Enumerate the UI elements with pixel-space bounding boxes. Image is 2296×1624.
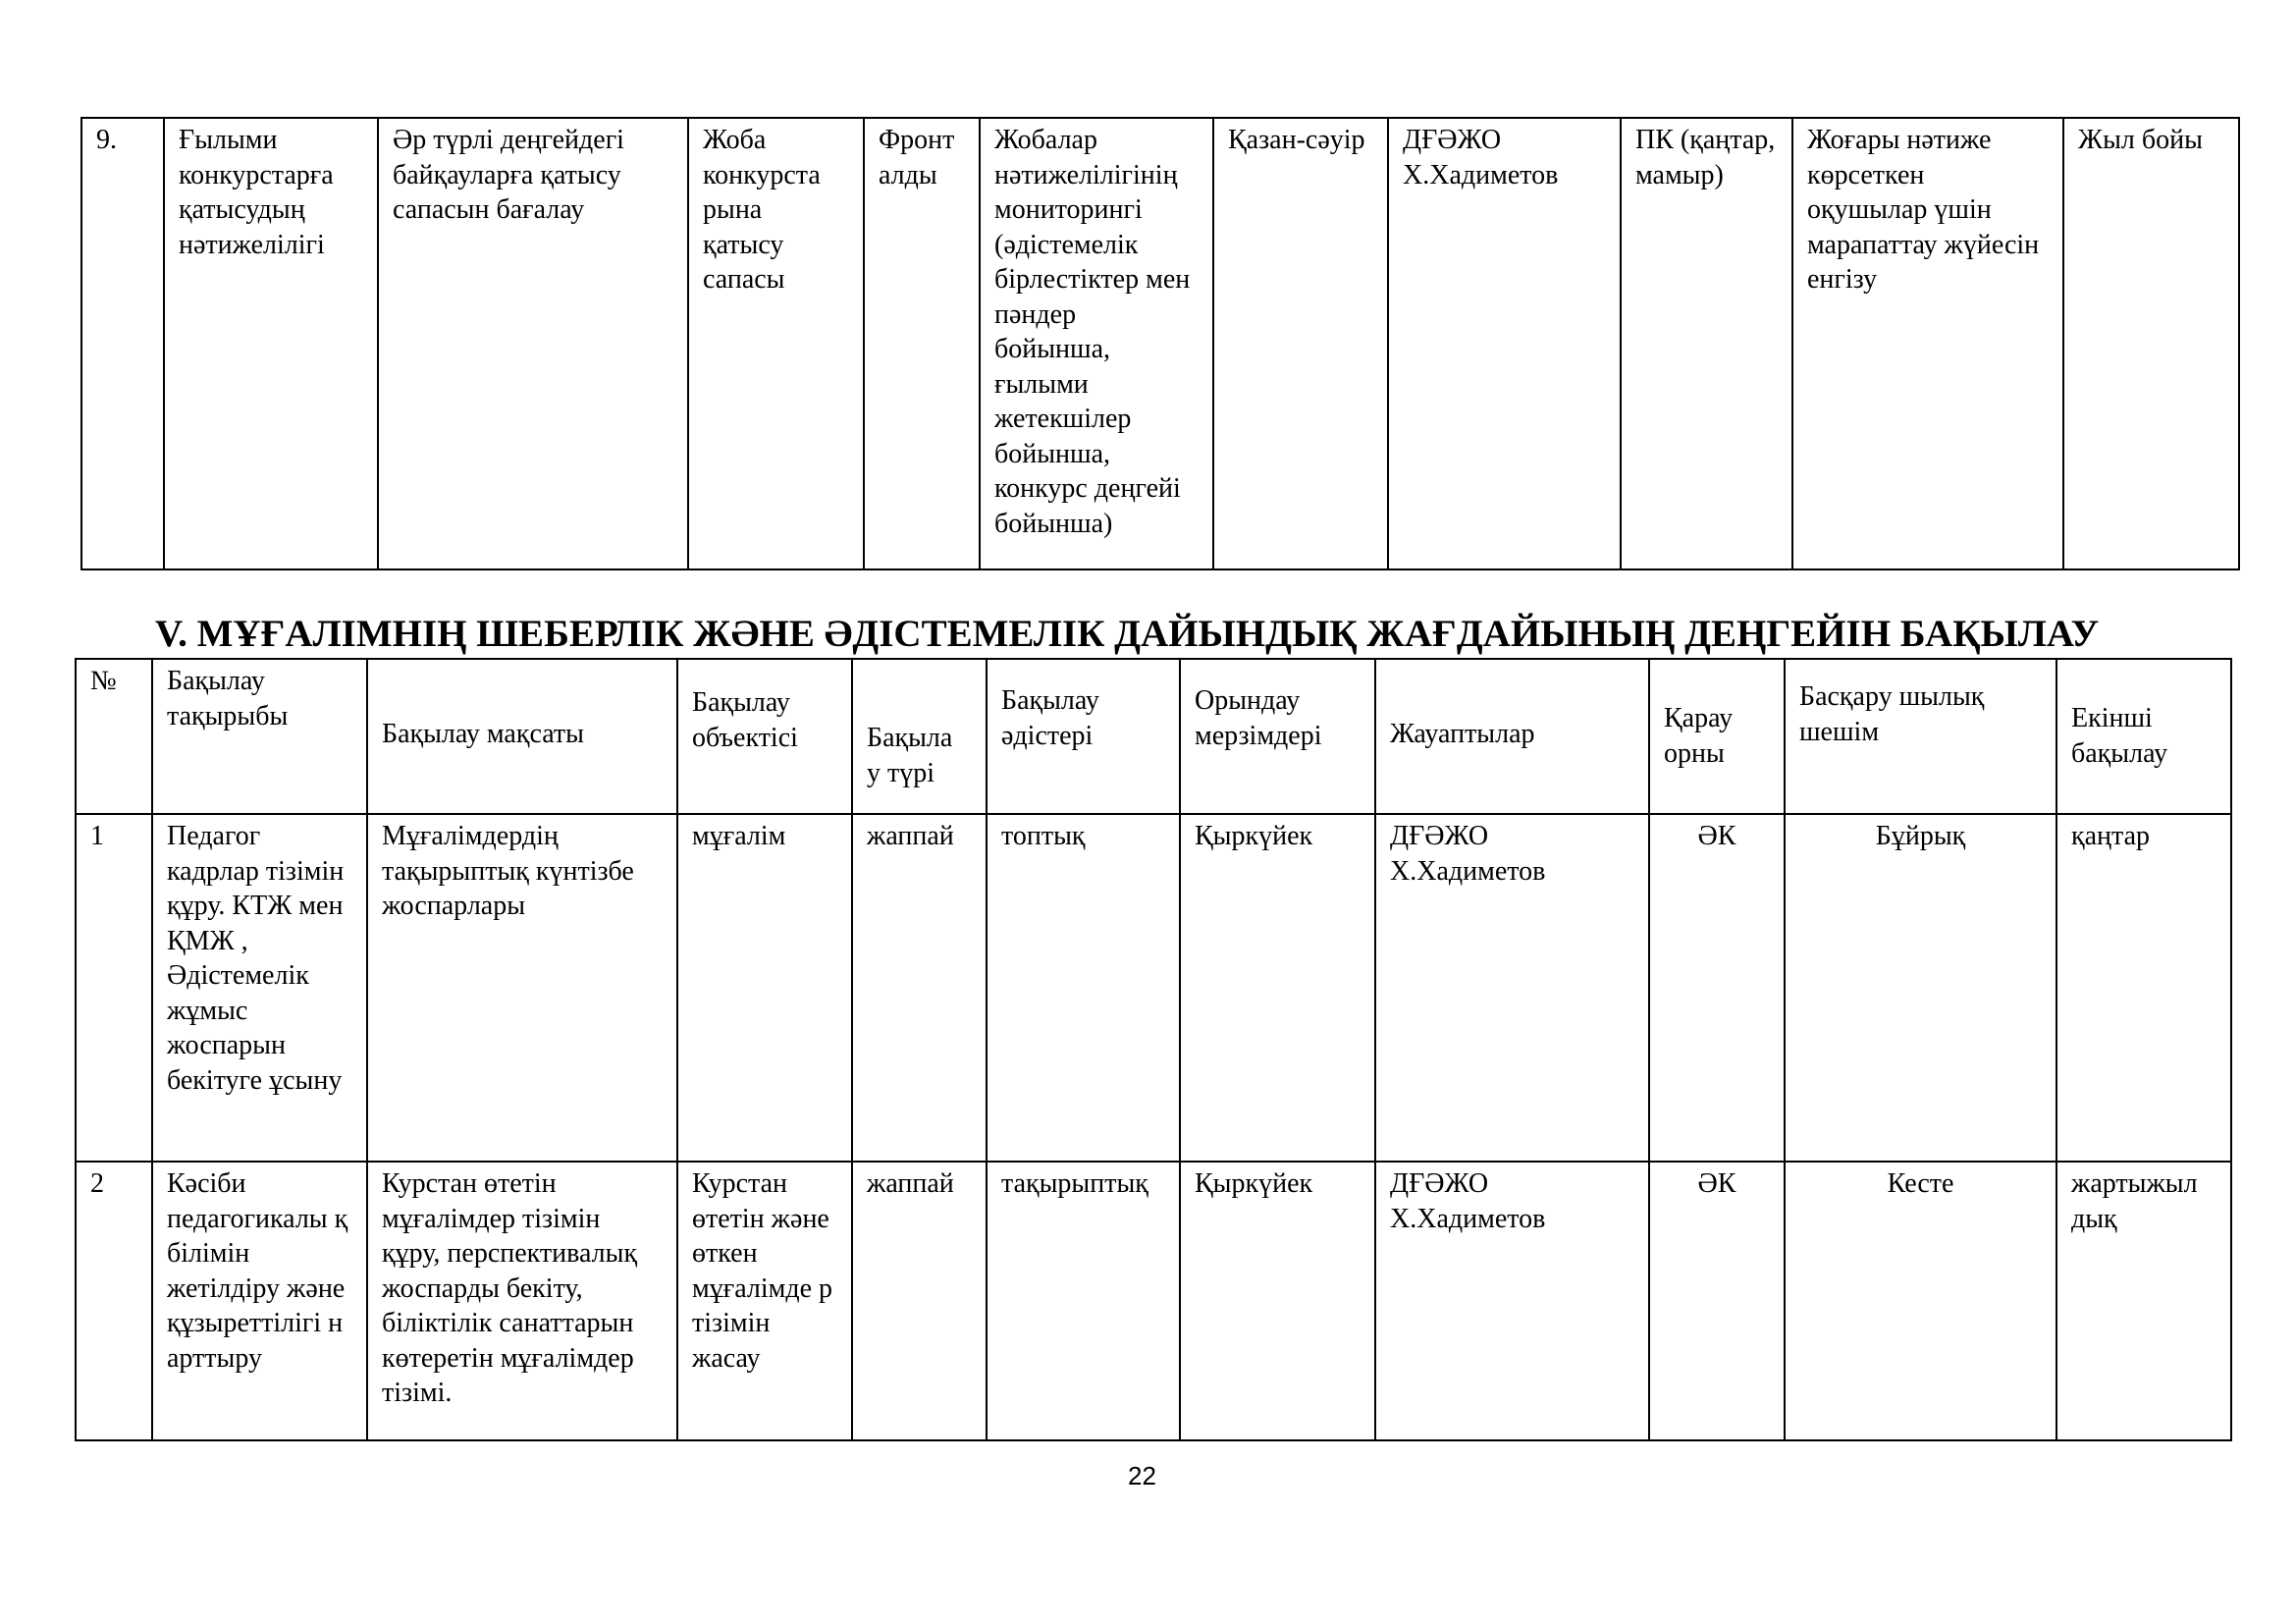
control-topic: Педагог кадрлар тізімін құру. КТЖ мен ҚМЖ , Әдістемелік жұмыс жоспарын бекітуге ұсыну [152,814,367,1162]
header-dates: Орындау мерзімдері [1180,659,1375,814]
control-object: мұғалім [677,814,852,1162]
management-decision: Кесте [1785,1162,2056,1440]
row-number: 1 [76,814,152,1162]
control-goal: Әр түрлі деңгейдегі байқауларға қатысу сапасын бағалау [378,118,688,569]
continued-control-table [80,117,2240,570]
row-number: 9. [81,118,164,569]
management-decision: Жоғары нәтиже көрсеткен оқушылар үшін марапаттау жүйесін енгізу [1792,118,2063,569]
table-row [81,118,2239,569]
control-place: ӘК [1649,814,1785,1162]
control-methods: тақырыптық [987,1162,1180,1440]
control-place: ПК (қаңтар, мамыр) [1621,118,1792,569]
control-object: Жоба конкурста рына қатысу сапасы [688,118,864,569]
header-object: Бақылау объектісі [677,659,852,814]
header-methods: Бақылау әдістері [987,659,1180,814]
header-num: № [76,659,152,814]
section-title: V. МҰҒАЛІМНІҢ ШЕБЕРЛІК ЖӘНЕ ӘДІСТЕМЕЛІК ДАЙЫНДЫҚ ЖАҒДАЙЫНЫҢ ДЕҢГЕЙІН БАҚЫЛАУ [155,613,2100,655]
control-goal: Курстан өтетін мұғалімдер тізімін құру, перспективалық жоспарды бекіту, біліктілік санаттарын көтеретін мұғалімдер тізімі. [367,1162,677,1440]
control-methods: топтық [987,814,1180,1162]
control-responsible: ДҒӘЖО Х.Хадиметов [1388,118,1621,569]
header-decision: Басқару шылық шешім [1785,659,2056,814]
header-responsible: Жауаптылар [1375,659,1649,814]
row-number: 2 [76,1162,152,1440]
second-control: жартыжыл дық [2056,1162,2231,1440]
control-dates: Қыркүйек [1180,814,1375,1162]
control-responsible: ДҒӘЖО Х.Хадиметов [1375,1162,1649,1440]
table-header-row [76,659,2231,814]
management-decision: Бұйрық [1785,814,2056,1162]
control-type: Фронт алды [864,118,980,569]
header-place: Қарау орны [1649,659,1785,814]
control-type: жаппай [852,1162,987,1440]
control-dates: Қыркүйек [1180,1162,1375,1440]
table-row [76,1162,2231,1440]
control-topic: Ғылыми конкурстарға қатысудың нәтижелілігі [164,118,378,569]
control-type: жаппай [852,814,987,1162]
header-type: Бақыла у түрі [852,659,987,814]
control-methods: Жобалар нәтижелілігінің мониторингі (әдістемелік бірлестіктер мен пәндер бойынша, ғылыми жетекшілер бойынша, конкурс деңгейі бойынша) [980,118,1213,569]
page-number: 22 [1128,1461,1156,1490]
control-goal: Мұғалімдердің тақырыптық күнтізбе жоспарлары [367,814,677,1162]
teacher-skill-control-table [75,658,2232,1441]
second-control: Жыл бойы [2063,118,2239,569]
control-object: Курстан өтетін және өткен мұғалімде р тізімін жасау [677,1162,852,1440]
header-topic: Бақылау тақырыбы [152,659,367,814]
header-second-control: Екінші бақылау [2056,659,2231,814]
control-dates: Қазан-сәуір [1213,118,1388,569]
header-goal: Бақылау мақсаты [367,659,677,814]
control-topic: Кәсіби педагогикалы қ білімін жетілдіру және құзыреттілігі н арттыру [152,1162,367,1440]
second-control: қаңтар [2056,814,2231,1162]
table-row [76,814,2231,1162]
control-place: ӘК [1649,1162,1785,1440]
control-responsible: ДҒӘЖО Х.Хадиметов [1375,814,1649,1162]
